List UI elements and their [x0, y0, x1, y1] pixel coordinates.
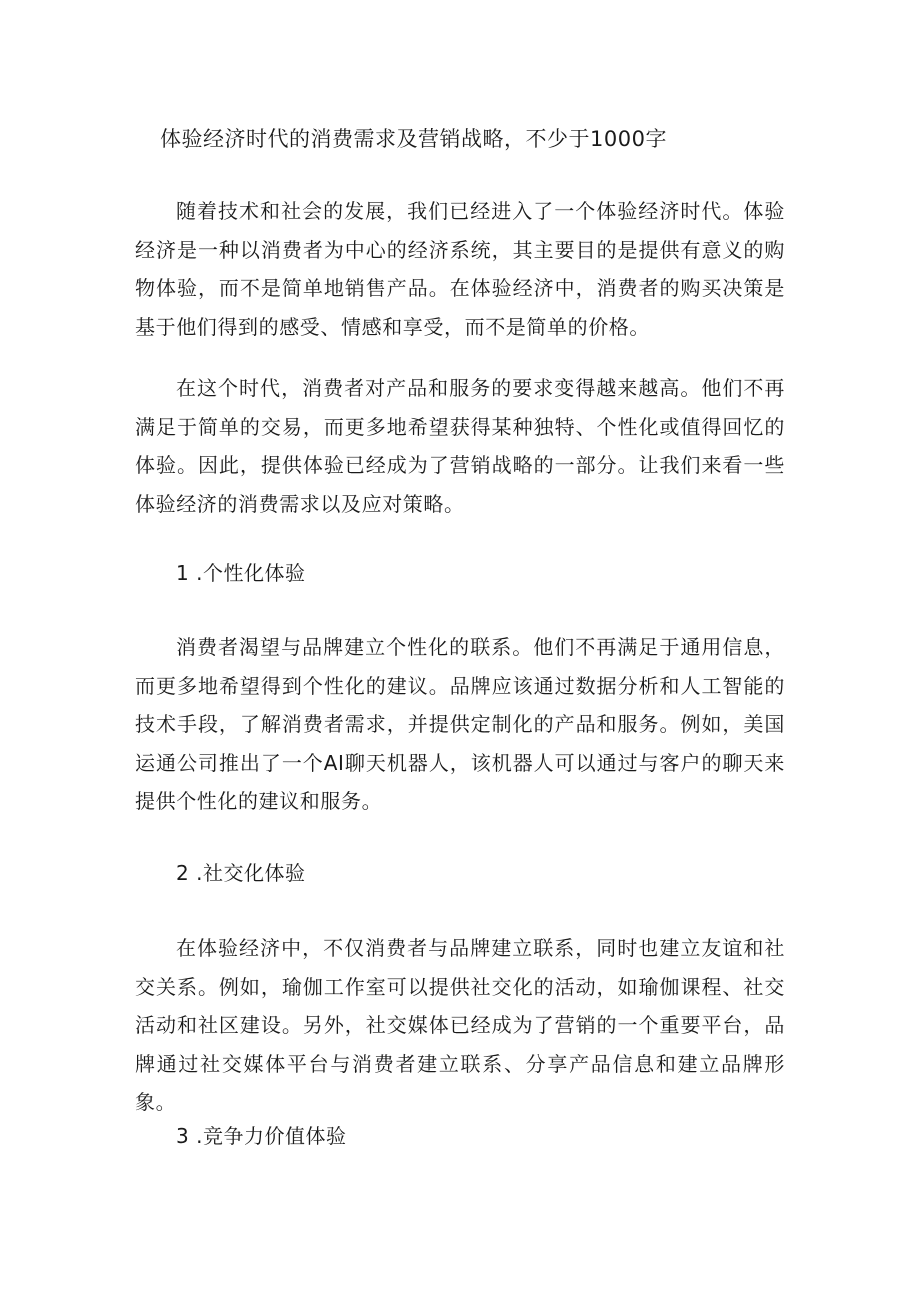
section-body-personalized: 消费者渴望与品牌建立个性化的联系。他们不再满足于通用信息，而更多地希望得到个性化的建议。品牌应该通过数据分析和人工智能的技术手段，了解消费者需求，并提供定制化的产品和服务。例如，美国运通公司推出了一个AI聊天机器人，该机器人可以通过与客户的聊天来提供个性化的建议和服务。	[135, 635, 785, 813]
section-heading-competitive-value: 3 .竞争力价值体验	[176, 1124, 347, 1148]
section-heading-personalized: 1 .个性化体验	[176, 561, 306, 585]
section-heading-social: 2 .社交化体验	[176, 861, 306, 885]
intro-paragraph-2: 在这个时代，消费者对产品和服务的要求变得越来越高。他们不再满足于简单的交易，而更多地希望获得某种独特、个性化或值得回忆的体验。因此，提供体验已经成为了营销战略的一部分。让我们来看一些体验经济的消费需求以及应对策略。	[135, 376, 785, 516]
document-title: 体验经济时代的消费需求及营销战略，不少于1000字	[160, 127, 667, 151]
intro-paragraph-1: 随着技术和社会的发展，我们已经进入了一个体验经济时代。体验经济是一种以消费者为中心的经济系统，其主要目的是提供有意义的购物体验，而不是简单地销售产品。在体验经济中，消费者的购买决策是基于他们得到的感受、情感和享受，而不是简单的价格。	[135, 199, 785, 339]
section-body-social: 在体验经济中，不仅消费者与品牌建立联系，同时也建立友谊和社交关系。例如，瑜伽工作室可以提供社交化的活动，如瑜伽课程、社交活动和社区建设。另外，社交媒体已经成为了营销的一个重要平台，品牌通过社交媒体平台与消费者建立联系、分享产品信息和建立品牌形象。	[135, 936, 785, 1114]
